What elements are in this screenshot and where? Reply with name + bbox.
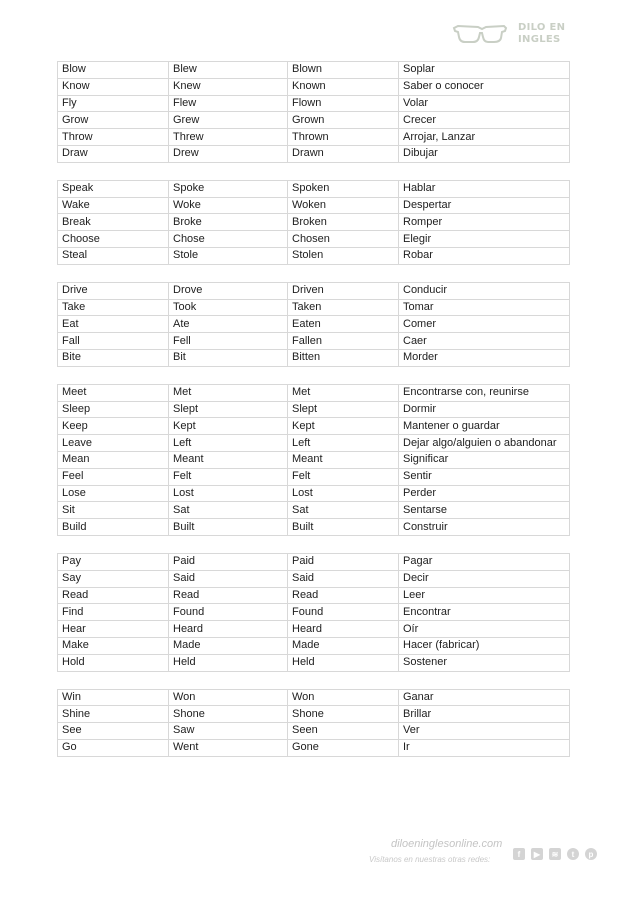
past-participle-cell: Held xyxy=(288,654,399,671)
past-participle-cell: Paid xyxy=(288,553,399,570)
facebook-icon[interactable]: f xyxy=(513,848,525,860)
infinitive-cell: Steal xyxy=(58,247,169,264)
past-simple-cell: Meant xyxy=(169,451,288,468)
table-row xyxy=(58,145,570,162)
verb-table-3 xyxy=(57,282,570,367)
infinitive-cell: Hear xyxy=(58,621,169,638)
spanish-meaning-cell: Construir xyxy=(399,519,570,536)
past-simple-cell: Fell xyxy=(169,333,288,350)
table-row xyxy=(58,316,570,333)
spanish-meaning-cell: Arrojar, Lanzar xyxy=(399,129,570,146)
past-participle-cell: Spoken xyxy=(288,180,399,197)
past-participle-cell: Fallen xyxy=(288,333,399,350)
verb-table-2 xyxy=(57,180,570,265)
spanish-meaning-cell: Pagar xyxy=(399,553,570,570)
past-simple-cell: Slept xyxy=(169,401,288,418)
rss-icon[interactable]: ≋ xyxy=(549,848,561,860)
past-simple-cell: Paid xyxy=(169,553,288,570)
infinitive-cell: Take xyxy=(58,299,169,316)
spanish-meaning-cell: Ir xyxy=(399,739,570,756)
infinitive-cell: Pay xyxy=(58,553,169,570)
past-simple-cell: Blew xyxy=(169,62,288,79)
infinitive-cell: Know xyxy=(58,78,169,95)
infinitive-cell: Choose xyxy=(58,231,169,248)
spanish-meaning-cell: Comer xyxy=(399,316,570,333)
table-row xyxy=(58,604,570,621)
past-participle-cell: Met xyxy=(288,384,399,401)
spanish-meaning-cell: Encontrarse con, reunirse xyxy=(399,384,570,401)
table-row xyxy=(58,282,570,299)
past-simple-cell: Bit xyxy=(169,349,288,366)
table-row xyxy=(58,418,570,435)
infinitive-cell: Lose xyxy=(58,485,169,502)
table-row xyxy=(58,299,570,316)
spanish-meaning-cell: Dormir xyxy=(399,401,570,418)
past-simple-cell: Ate xyxy=(169,316,288,333)
past-participle-cell: Lost xyxy=(288,485,399,502)
table-row xyxy=(58,553,570,570)
past-simple-cell: Felt xyxy=(169,468,288,485)
past-simple-cell: Built xyxy=(169,519,288,536)
past-simple-cell: Saw xyxy=(169,723,288,740)
infinitive-cell: Keep xyxy=(58,418,169,435)
website-url[interactable]: diloeninglesonline.com xyxy=(391,838,503,850)
past-participle-cell: Known xyxy=(288,78,399,95)
spanish-meaning-cell: Ganar xyxy=(399,689,570,706)
verb-table-1 xyxy=(57,61,570,163)
past-simple-cell: Held xyxy=(169,654,288,671)
infinitive-cell: Feel xyxy=(58,468,169,485)
infinitive-cell: Draw xyxy=(58,145,169,162)
table-row xyxy=(58,502,570,519)
verb-table-5 xyxy=(57,553,570,672)
table-row xyxy=(58,333,570,350)
past-participle-cell: Chosen xyxy=(288,231,399,248)
table-row xyxy=(58,62,570,79)
table-row xyxy=(58,231,570,248)
table-row xyxy=(58,485,570,502)
past-participle-cell: Built xyxy=(288,519,399,536)
table-row xyxy=(58,621,570,638)
spanish-meaning-cell: Decir xyxy=(399,570,570,587)
past-simple-cell: Said xyxy=(169,570,288,587)
past-participle-cell: Won xyxy=(288,689,399,706)
infinitive-cell: Fly xyxy=(58,95,169,112)
table-row xyxy=(58,435,570,452)
spanish-meaning-cell: Hablar xyxy=(399,180,570,197)
past-participle-cell: Driven xyxy=(288,282,399,299)
past-simple-cell: Drew xyxy=(169,145,288,162)
infinitive-cell: Fall xyxy=(58,333,169,350)
past-participle-cell: Meant xyxy=(288,451,399,468)
past-simple-cell: Grew xyxy=(169,112,288,129)
infinitive-cell: Speak xyxy=(58,180,169,197)
past-simple-cell: Knew xyxy=(169,78,288,95)
table-row xyxy=(58,451,570,468)
infinitive-cell: Break xyxy=(58,214,169,231)
past-participle-cell: Kept xyxy=(288,418,399,435)
table-row xyxy=(58,384,570,401)
table-row xyxy=(58,468,570,485)
past-participle-cell: Stolen xyxy=(288,247,399,264)
past-simple-cell: Flew xyxy=(169,95,288,112)
past-simple-cell: Took xyxy=(169,299,288,316)
past-participle-cell: Heard xyxy=(288,621,399,638)
social-icons xyxy=(513,848,597,860)
spanish-meaning-cell: Sentir xyxy=(399,468,570,485)
spanish-meaning-cell: Perder xyxy=(399,485,570,502)
brand-line-2: INGLES xyxy=(518,34,561,45)
infinitive-cell: Eat xyxy=(58,316,169,333)
spanish-meaning-cell: Conducir xyxy=(399,282,570,299)
past-participle-cell: Taken xyxy=(288,299,399,316)
past-participle-cell: Thrown xyxy=(288,129,399,146)
table-row xyxy=(58,637,570,654)
spanish-meaning-cell: Sentarse xyxy=(399,502,570,519)
past-participle-cell: Found xyxy=(288,604,399,621)
past-simple-cell: Heard xyxy=(169,621,288,638)
infinitive-cell: See xyxy=(58,723,169,740)
brand-name xyxy=(518,22,565,46)
spanish-meaning-cell: Elegir xyxy=(399,231,570,248)
table-row xyxy=(58,570,570,587)
past-simple-cell: Read xyxy=(169,587,288,604)
past-simple-cell: Made xyxy=(169,637,288,654)
past-participle-cell: Left xyxy=(288,435,399,452)
past-participle-cell: Eaten xyxy=(288,316,399,333)
verb-tables xyxy=(57,61,569,774)
infinitive-cell: Sit xyxy=(58,502,169,519)
spanish-meaning-cell: Brillar xyxy=(399,706,570,723)
twitter-icon[interactable]: t xyxy=(567,848,579,860)
verb-table-6 xyxy=(57,689,570,757)
past-participle-cell: Grown xyxy=(288,112,399,129)
social-tagline: Visítanos en nuestras otras redes: xyxy=(369,855,491,864)
table-row xyxy=(58,587,570,604)
spanish-meaning-cell: Romper xyxy=(399,214,570,231)
infinitive-cell: Sleep xyxy=(58,401,169,418)
past-participle-cell: Broken xyxy=(288,214,399,231)
table-row xyxy=(58,739,570,756)
spanish-meaning-cell: Mantener o guardar xyxy=(399,418,570,435)
infinitive-cell: Meet xyxy=(58,384,169,401)
infinitive-cell: Hold xyxy=(58,654,169,671)
table-row xyxy=(58,706,570,723)
table-row xyxy=(58,401,570,418)
infinitive-cell: Throw xyxy=(58,129,169,146)
infinitive-cell: Blow xyxy=(58,62,169,79)
past-simple-cell: Met xyxy=(169,384,288,401)
past-participle-cell: Shone xyxy=(288,706,399,723)
glasses-icon xyxy=(452,22,508,46)
past-simple-cell: Shone xyxy=(169,706,288,723)
infinitive-cell: Build xyxy=(58,519,169,536)
table-row xyxy=(58,95,570,112)
past-participle-cell: Seen xyxy=(288,723,399,740)
brand-line-1: DILO EN xyxy=(518,22,566,33)
table-row xyxy=(58,247,570,264)
infinitive-cell: Grow xyxy=(58,112,169,129)
past-participle-cell: Woken xyxy=(288,197,399,214)
past-participle-cell: Gone xyxy=(288,739,399,756)
spanish-meaning-cell: Dibujar xyxy=(399,145,570,162)
past-simple-cell: Stole xyxy=(169,247,288,264)
past-participle-cell: Read xyxy=(288,587,399,604)
spanish-meaning-cell: Hacer (fabricar) xyxy=(399,637,570,654)
spanish-meaning-cell: Volar xyxy=(399,95,570,112)
past-participle-cell: Said xyxy=(288,570,399,587)
spanish-meaning-cell: Caer xyxy=(399,333,570,350)
table-row xyxy=(58,78,570,95)
spanish-meaning-cell: Leer xyxy=(399,587,570,604)
infinitive-cell: Shine xyxy=(58,706,169,723)
table-row xyxy=(58,519,570,536)
past-simple-cell: Found xyxy=(169,604,288,621)
verb-table-4 xyxy=(57,384,570,536)
past-participle-cell: Flown xyxy=(288,95,399,112)
spanish-meaning-cell: Ver xyxy=(399,723,570,740)
infinitive-cell: Bite xyxy=(58,349,169,366)
past-simple-cell: Broke xyxy=(169,214,288,231)
table-row xyxy=(58,129,570,146)
past-simple-cell: Kept xyxy=(169,418,288,435)
past-simple-cell: Spoke xyxy=(169,180,288,197)
infinitive-cell: Say xyxy=(58,570,169,587)
past-simple-cell: Sat xyxy=(169,502,288,519)
spanish-meaning-cell: Saber o conocer xyxy=(399,78,570,95)
table-row xyxy=(58,349,570,366)
infinitive-cell: Wake xyxy=(58,197,169,214)
spanish-meaning-cell: Oír xyxy=(399,621,570,638)
infinitive-cell: Leave xyxy=(58,435,169,452)
past-simple-cell: Won xyxy=(169,689,288,706)
spanish-meaning-cell: Despertar xyxy=(399,197,570,214)
spanish-meaning-cell: Crecer xyxy=(399,112,570,129)
table-row xyxy=(58,723,570,740)
past-participle-cell: Drawn xyxy=(288,145,399,162)
infinitive-cell: Make xyxy=(58,637,169,654)
past-participle-cell: Made xyxy=(288,637,399,654)
table-row xyxy=(58,654,570,671)
past-participle-cell: Blown xyxy=(288,62,399,79)
past-simple-cell: Woke xyxy=(169,197,288,214)
table-row xyxy=(58,112,570,129)
past-simple-cell: Chose xyxy=(169,231,288,248)
table-row xyxy=(58,689,570,706)
infinitive-cell: Find xyxy=(58,604,169,621)
spanish-meaning-cell: Soplar xyxy=(399,62,570,79)
past-participle-cell: Slept xyxy=(288,401,399,418)
table-row xyxy=(58,180,570,197)
spanish-meaning-cell: Robar xyxy=(399,247,570,264)
past-simple-cell: Drove xyxy=(169,282,288,299)
infinitive-cell: Drive xyxy=(58,282,169,299)
past-participle-cell: Sat xyxy=(288,502,399,519)
pinterest-icon[interactable]: p xyxy=(585,848,597,860)
youtube-icon[interactable]: ▶ xyxy=(531,848,543,860)
past-simple-cell: Left xyxy=(169,435,288,452)
spanish-meaning-cell: Tomar xyxy=(399,299,570,316)
infinitive-cell: Go xyxy=(58,739,169,756)
infinitive-cell: Read xyxy=(58,587,169,604)
past-simple-cell: Went xyxy=(169,739,288,756)
brand-logo xyxy=(452,22,565,46)
spanish-meaning-cell: Sostener xyxy=(399,654,570,671)
spanish-meaning-cell: Significar xyxy=(399,451,570,468)
infinitive-cell: Win xyxy=(58,689,169,706)
spanish-meaning-cell: Encontrar xyxy=(399,604,570,621)
past-simple-cell: Lost xyxy=(169,485,288,502)
past-participle-cell: Felt xyxy=(288,468,399,485)
past-participle-cell: Bitten xyxy=(288,349,399,366)
spanish-meaning-cell: Morder xyxy=(399,349,570,366)
infinitive-cell: Mean xyxy=(58,451,169,468)
table-row xyxy=(58,197,570,214)
table-row xyxy=(58,214,570,231)
past-simple-cell: Threw xyxy=(169,129,288,146)
spanish-meaning-cell: Dejar algo/alguien o abandonar xyxy=(399,435,570,452)
